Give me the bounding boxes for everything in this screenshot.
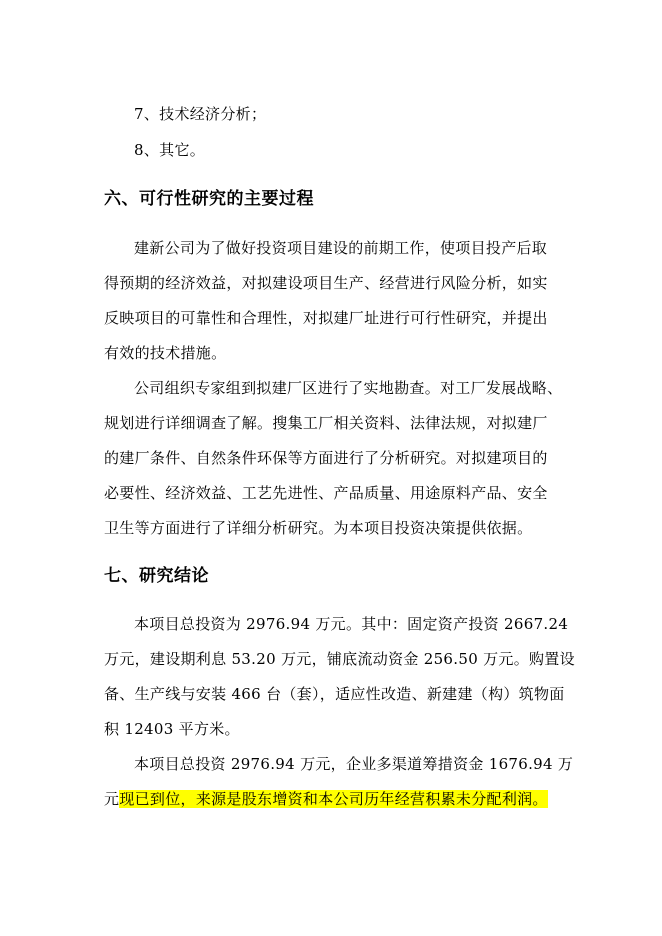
highlighted-text: 现已到位，来源是股东增资和本公司历年经营积累未分配利润。 bbox=[119, 790, 548, 808]
section-6-para-2-line-5: 卫生等方面进行了详细分析研究。为本项目投资决策提供依据。 bbox=[104, 519, 533, 537]
section-6-para-1-line-3: 反映项目的可靠性和合理性，对拟建厂址进行可行性研究，并提出 bbox=[104, 309, 548, 327]
section-6-para-1-line-2: 得预期的经济效益，对拟建设项目生产、经营进行风险分析，如实 bbox=[104, 274, 548, 292]
section-6-para-2-line-4: 必要性、经济效益、工艺先进性、产品质量、用途原料产品、安全 bbox=[104, 484, 548, 502]
section-6-para-1-line-4: 有效的技术措施。 bbox=[104, 344, 227, 362]
section-6-para-2-line-2: 规划进行详细调查了解。搜集工厂相关资料、法律法规，对拟建厂 bbox=[104, 414, 548, 432]
section-7-heading: 七、研究结论 bbox=[104, 566, 209, 586]
section-7-para-2-line-2 bbox=[104, 789, 548, 809]
section-7-para-1-line-1: 本项目总投资为 2976.94 万元。其中：固定资产投资 2667.24 bbox=[134, 615, 569, 633]
section-6-para-2-line-3: 的建厂条件、自然条件环保等方面进行了分析研究。对拟建项目的 bbox=[104, 449, 548, 467]
section-6-para-2-line-1: 公司组织专家组到拟建厂区进行了实地勘查。对工厂发展战略、 bbox=[134, 379, 563, 397]
section-6-para-1-line-1: 建新公司为了做好投资项目建设的前期工作，使项目投产后取 bbox=[134, 239, 548, 257]
section-6-heading: 六、可行性研究的主要过程 bbox=[104, 189, 314, 209]
section-7-para-1-line-4: 积 12403 平方米。 bbox=[104, 720, 240, 738]
list-item-8: 8、其它。 bbox=[134, 141, 206, 159]
section-7-para-1-line-2: 万元，建设期利息 53.20 万元，铺底流动资金 256.50 万元。购置设 bbox=[104, 650, 575, 668]
section-7-para-1-line-3: 备、生产线与安装 466 台（套），适应性改造、新建建（构）筑物面 bbox=[104, 685, 565, 703]
section-7-para-2-line-1: 本项目总投资 2976.94 万元，企业多渠道筹措资金 1676.94 万 bbox=[134, 755, 574, 773]
list-item-7: 7、技术经济分析； bbox=[134, 105, 267, 123]
section-7-para-2-line-2-plain: 元 bbox=[104, 790, 120, 808]
